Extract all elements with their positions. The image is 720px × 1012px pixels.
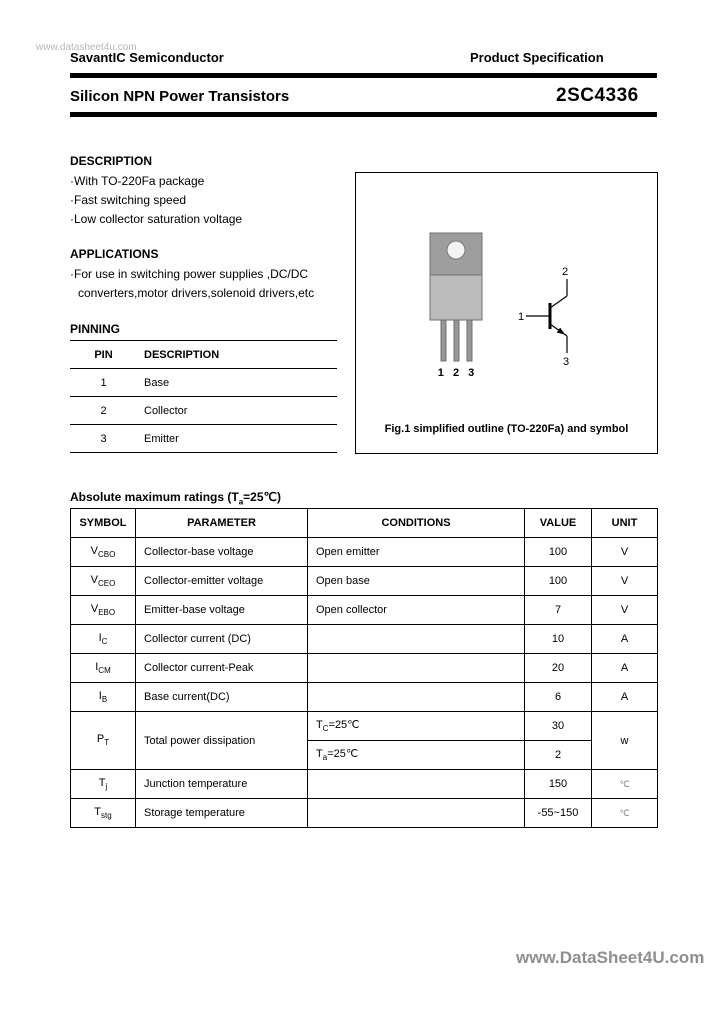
symbol-subscript: CEO	[98, 579, 116, 589]
pinning-row	[70, 397, 337, 425]
condition-cell	[308, 625, 525, 654]
col-parameter: PARAMETER	[136, 509, 308, 538]
value-cell: 150	[525, 770, 592, 799]
symbol-base: V	[90, 573, 98, 586]
unit-cell: w	[592, 712, 658, 770]
parameter-cell: Collector-emitter voltage	[136, 567, 308, 596]
condition-base: T	[316, 748, 323, 761]
description-item: ·Low collector saturation voltage	[70, 212, 243, 226]
symbol-base: I	[98, 631, 102, 644]
value-cell: 30	[525, 712, 592, 741]
value-cell: 20	[525, 654, 592, 683]
divider-header	[70, 73, 657, 78]
condition-cell	[308, 712, 525, 741]
ratings-row	[71, 683, 658, 712]
description-list	[70, 172, 242, 229]
symbol-base: I	[98, 689, 102, 702]
symbol-pin-emitter-label: 3	[563, 356, 570, 367]
parameter-cell: Collector current-Peak	[136, 654, 308, 683]
symbol-cell	[71, 567, 136, 596]
divider-title	[70, 112, 657, 117]
package-lead-3	[467, 320, 472, 361]
symbol-subscript: EBO	[98, 608, 116, 618]
pin-number: 2	[100, 404, 107, 417]
parameter-cell: Emitter-base voltage	[136, 596, 308, 625]
product-family-title: Silicon NPN Power Transistors	[70, 88, 290, 105]
figure-caption: Fig.1 simplified outline (TO-220Fa) and symbol	[384, 423, 629, 435]
applications-heading: APPLICATIONS	[70, 247, 159, 261]
symbol-cell	[71, 799, 136, 828]
applications-line: ·For use in switching power supplies ,DC/DC	[70, 267, 309, 281]
condition-rest: =25℃	[327, 748, 359, 761]
symbol-base: T	[98, 776, 106, 789]
unit-cell: V	[592, 538, 658, 567]
unit-cell: V	[592, 567, 658, 596]
figure-box	[355, 172, 658, 454]
mounting-hole	[447, 241, 465, 259]
package-body	[430, 275, 482, 320]
condition-cell: Open emitter	[308, 538, 525, 567]
applications-list	[70, 265, 314, 303]
condition-base: T	[316, 719, 323, 732]
ratings-row	[71, 799, 658, 828]
condition-cell	[308, 770, 525, 799]
unit-cell: ℃	[592, 799, 658, 828]
description-item: ·Fast switching speed	[70, 193, 187, 207]
applications-line: converters,motor drivers,solenoid drivers,etc	[78, 286, 315, 300]
symbol-base: V	[90, 602, 99, 615]
parameter-cell: Collector-base voltage	[136, 538, 308, 567]
value-cell: -55~150	[525, 799, 592, 828]
ratings-title-text: Absolute maximum ratings (T	[70, 490, 239, 504]
symbol-subscript: CBO	[98, 550, 116, 560]
ratings-row	[71, 596, 658, 625]
condition-subscript: a	[322, 753, 328, 763]
pinning-heading: PINNING	[70, 322, 121, 336]
condition-cell	[308, 741, 525, 770]
watermark-bottom: www.DataSheet4U.com	[516, 948, 705, 967]
ratings-title-subscript: a	[238, 497, 244, 507]
symbol-cell	[71, 770, 136, 799]
watermark-top: www.datasheet4u.com	[36, 42, 137, 53]
value-cell: 6	[525, 683, 592, 712]
condition-cell: Open collector	[308, 596, 525, 625]
value-cell: 7	[525, 596, 592, 625]
ratings-header-row	[71, 509, 658, 538]
symbol-cell	[71, 596, 136, 625]
npn-transistor-symbol	[518, 263, 610, 367]
col-unit: UNIT	[592, 509, 658, 538]
condition-rest: =25℃	[328, 719, 360, 732]
pinning-header-row	[70, 341, 337, 369]
parameter-cell: Junction temperature	[136, 770, 308, 799]
pinning-row	[70, 425, 337, 453]
part-number: 2SC4336	[556, 85, 639, 106]
symbol-cell	[71, 683, 136, 712]
emitter-arrow	[557, 328, 565, 335]
description-heading: DESCRIPTION	[70, 154, 153, 168]
symbol-base: I	[95, 660, 99, 673]
pinning-table	[70, 340, 337, 453]
col-value: VALUE	[525, 509, 592, 538]
pin-description: Collector	[144, 404, 188, 417]
abs-max-ratings-table	[70, 508, 658, 828]
value-cell: 100	[525, 567, 592, 596]
symbol-base: P	[96, 733, 105, 746]
ratings-row-power	[71, 712, 658, 741]
symbol-subscript: T	[104, 738, 110, 748]
symbol-pin-base-label: 1	[518, 311, 525, 323]
parameter-cell: Collector current (DC)	[136, 625, 308, 654]
condition-cell: Open base	[308, 567, 525, 596]
symbol-cell	[71, 712, 136, 770]
col-symbol: SYMBOL	[71, 509, 136, 538]
pin-number: 3	[100, 432, 107, 445]
unit-cell: V	[592, 596, 658, 625]
value-cell: 10	[525, 625, 592, 654]
description-item: ·With TO-220Fa package	[70, 174, 205, 188]
package-lead-1	[441, 320, 446, 361]
ratings-row	[71, 567, 658, 596]
parameter-cell: Storage temperature	[136, 799, 308, 828]
col-conditions: CONDITIONS	[308, 509, 525, 538]
symbol-subscript: CM	[98, 666, 111, 676]
symbol-base: V	[90, 544, 98, 557]
product-spec-label: Product Specification	[470, 50, 604, 65]
condition-cell	[308, 654, 525, 683]
symbol-subscript: C	[101, 637, 108, 647]
ratings-row	[71, 770, 658, 799]
condition-subscript: C	[322, 724, 329, 734]
symbol-subscript: j	[105, 782, 108, 792]
symbol-subscript: B	[101, 695, 108, 705]
value-cell: 2	[525, 741, 592, 770]
unit-cell: ℃	[592, 770, 658, 799]
ratings-title-text: =25℃)	[243, 490, 281, 504]
pinning-col-description: DESCRIPTION	[144, 348, 220, 361]
condition-cell	[308, 683, 525, 712]
parameter-cell: Total power dissipation	[136, 712, 308, 770]
unit-cell: A	[592, 625, 658, 654]
collector-segment	[550, 296, 567, 308]
pin-description: Base	[144, 376, 170, 389]
symbol-cell	[71, 538, 136, 567]
ratings-row	[71, 625, 658, 654]
company-name: SavantIC Semiconductor	[70, 50, 224, 65]
pinning-row	[70, 369, 337, 397]
symbol-subscript: stg	[101, 811, 112, 821]
package-pin-labels: 1 2 3	[437, 367, 475, 379]
unit-cell: A	[592, 683, 658, 712]
unit-cell: A	[592, 654, 658, 683]
to220-package-drawing	[402, 229, 525, 365]
pin-number: 1	[100, 376, 107, 389]
ratings-row	[71, 654, 658, 683]
package-lead-2	[454, 320, 459, 361]
condition-cell	[308, 799, 525, 828]
pin-description: Emitter	[144, 432, 179, 445]
value-cell: 100	[525, 538, 592, 567]
ratings-title	[70, 490, 281, 506]
symbol-base: T	[94, 805, 102, 818]
symbol-cell	[71, 654, 136, 683]
symbol-cell	[71, 625, 136, 654]
pinning-col-pin: PIN	[94, 348, 113, 361]
parameter-cell: Base current(DC)	[136, 683, 308, 712]
ratings-row	[71, 538, 658, 567]
symbol-pin-collector-label: 2	[562, 266, 569, 278]
